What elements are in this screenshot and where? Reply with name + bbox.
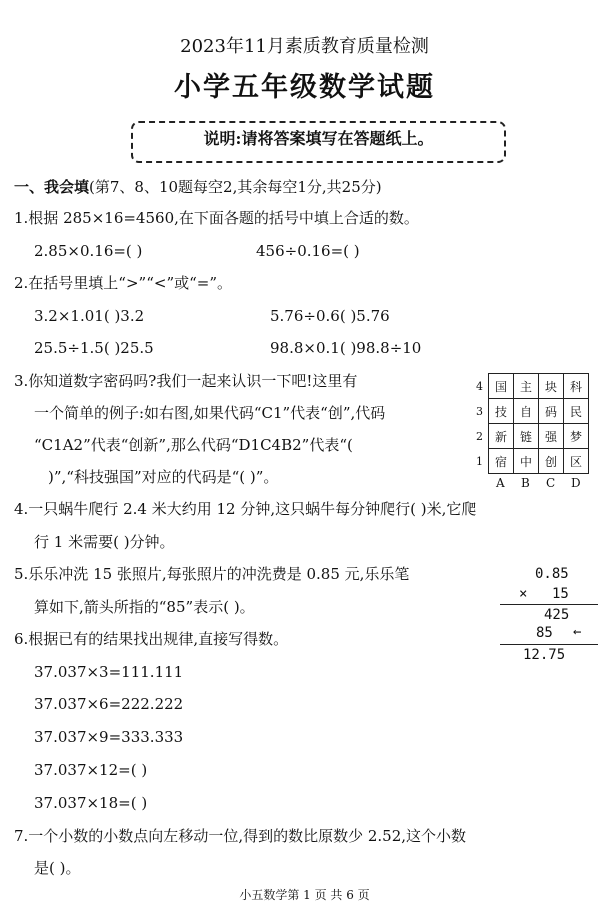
grid-cell: 码 [539, 399, 564, 424]
question-3-line: 3.你知道数字密码吗?我们一起来认识一下吧!这里有 [14, 372, 358, 390]
question-2-item: 25.5÷1.5( )25.5 [34, 339, 154, 357]
grid-row-label: 2 [476, 430, 483, 443]
question-1a: 2.85×0.16=( ) [34, 242, 143, 260]
question-6-item: 37.037×18=( ) [34, 794, 148, 812]
exam-title: 2023年11月素质教育质量检测 [180, 36, 429, 57]
grid-col-label: A [496, 476, 505, 490]
calc-partial-product-highlighted: 85 [536, 625, 553, 641]
question-2-item: 5.76÷0.6( )5.76 [270, 307, 390, 325]
calc-rule [500, 604, 598, 605]
arrow-left-icon: ← [573, 624, 582, 640]
question-4-line: 4.一只蜗牛爬行 2.4 米大约用 12 分钟,这只蜗牛每分钟爬行( )米,它爬 [14, 500, 477, 518]
grid-col-label: C [546, 476, 556, 490]
grid-cell: 区 [564, 449, 589, 474]
instruction-note: 说明:请将答案填写在答题纸上。 [203, 129, 434, 148]
main-title: 小学五年级数学试题 [174, 72, 435, 103]
question-1-stem: 1.根据 285×16=4560,在下面各题的括号中填上合适的数。 [14, 209, 419, 227]
question-2-stem: 2.在括号里填上“>”“<”或“=”。 [14, 274, 233, 292]
grid-cell: 国 [489, 374, 514, 399]
question-3-line: )”,“科技强国”对应的代码是“( )”。 [48, 468, 279, 486]
calc-result: 12.75 [523, 647, 566, 663]
calc-rule [500, 644, 598, 645]
grid-row-label: 1 [476, 455, 483, 468]
grid-cell: 梦 [564, 424, 589, 449]
calc-partial-product: 425 [544, 607, 570, 623]
code-grid [488, 373, 589, 474]
question-5-line: 5.乐乐冲洗 15 张照片,每张照片的冲洗费是 0.85 元,乐乐笔 [14, 565, 410, 583]
page-footer: 小五数学第 1 页 共 6 页 [239, 888, 370, 902]
grid-cell: 宿 [489, 449, 514, 474]
question-7-line: 是( )。 [34, 859, 81, 877]
grid-cell: 创 [539, 449, 564, 474]
question-1b: 456÷0.16=( ) [256, 242, 360, 260]
grid-col-label: B [521, 476, 530, 490]
question-6-item: 37.037×12=( ) [34, 761, 148, 779]
section-heading-title: 一、我会填 [14, 178, 90, 196]
question-2-item: 98.8×0.1( )98.8÷10 [270, 339, 422, 357]
grid-cell: 强 [539, 424, 564, 449]
question-5-line: 算如下,箭头所指的“85”表示( )。 [34, 598, 255, 616]
question-3-line: “C1A2”代表“创新”,那么代码“D1C4B2”代表“( [34, 436, 353, 454]
grid-cell: 技 [489, 399, 514, 424]
question-3-line: 一个简单的例子:如右图,如果代码“C1”代表“创”,代码 [34, 404, 386, 422]
calc-multiplier: 15 [552, 586, 569, 602]
grid-row-label: 3 [476, 405, 483, 418]
calc-multiplicand: 0.85 [535, 566, 569, 582]
question-6-item: 37.037×9=333.333 [34, 728, 184, 746]
grid-cell: 链 [514, 424, 539, 449]
question-6-stem: 6.根据已有的结果找出规律,直接写得数。 [14, 630, 289, 648]
grid-col-label: D [571, 476, 581, 490]
section-heading-scoring: (第7、8、10题每空2,其余每空1分,共25分) [89, 178, 382, 196]
question-2-item: 3.2×1.01( )3.2 [34, 307, 145, 325]
grid-cell: 民 [564, 399, 589, 424]
grid-cell: 中 [514, 449, 539, 474]
section-heading [14, 180, 382, 195]
grid-cell: 科 [564, 374, 589, 399]
calc-times-sign: × [519, 586, 528, 602]
grid-cell: 主 [514, 374, 539, 399]
grid-cell: 自 [514, 399, 539, 424]
grid-cell: 块 [539, 374, 564, 399]
question-4-line: 行 1 米需要( )分钟。 [34, 533, 175, 551]
question-7-line: 7.一个小数的小数点向左移动一位,得到的数比原数少 2.52,这个小数 [14, 827, 467, 845]
question-6-item: 37.037×6=222.222 [34, 695, 184, 713]
grid-cell: 新 [489, 424, 514, 449]
grid-row-label: 4 [476, 380, 483, 393]
question-6-item: 37.037×3=111.111 [34, 663, 184, 681]
